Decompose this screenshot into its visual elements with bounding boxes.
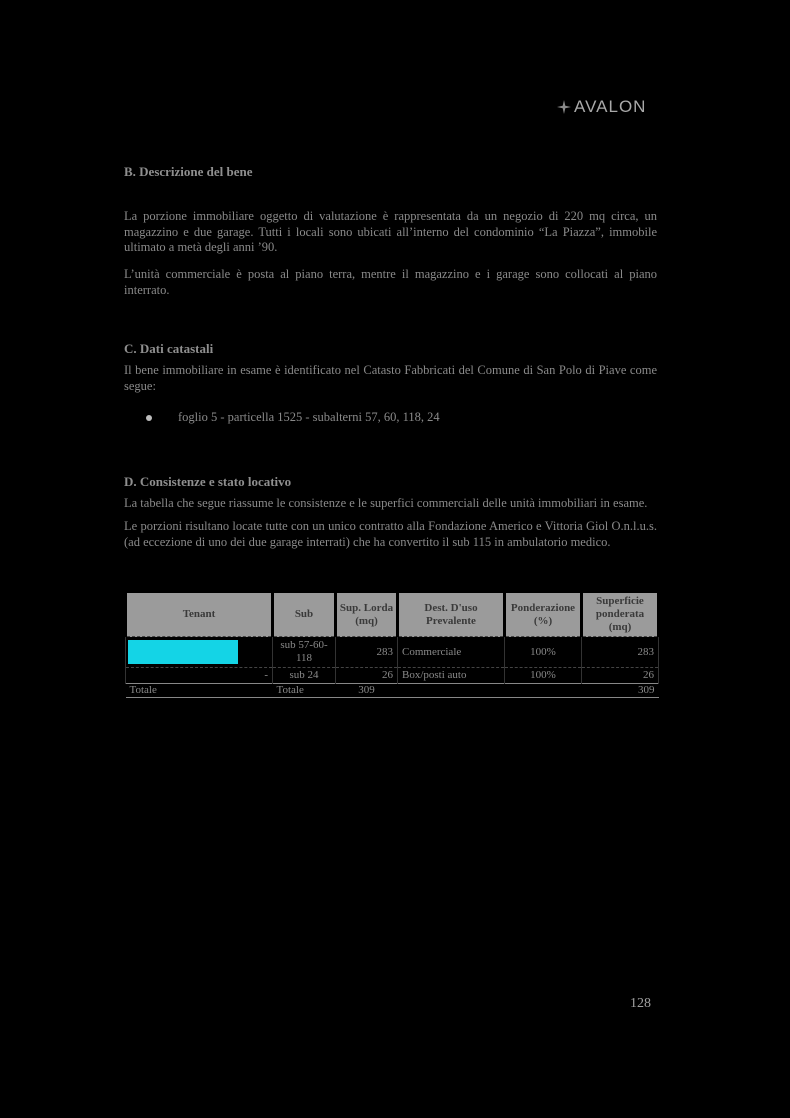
total-sub: Totale bbox=[273, 684, 336, 698]
consistency-table bbox=[124, 593, 660, 698]
sup-lorda-cell: 26 bbox=[336, 668, 398, 684]
sub-cell: sub 24 bbox=[273, 668, 336, 684]
header-sup-ponderata: Superficie ponderata (mq) bbox=[582, 593, 659, 637]
header-sub: Sub bbox=[273, 593, 336, 637]
table-header-row bbox=[126, 593, 659, 637]
section-d-paragraph-1: La tabella che segue riassume le consistenze e le superfici commerciali delle unità immobiliari in esame. bbox=[124, 496, 648, 510]
header-ponderazione: Ponderazione (%) bbox=[505, 593, 582, 637]
section-b-paragraph-2: L’unità commerciale è posta al piano terra, mentre il magazzino e i garage sono collocati al piano interrato. bbox=[124, 267, 657, 297]
ponderazione-cell: 100% bbox=[505, 668, 582, 684]
sup-ponderata-cell: 283 bbox=[582, 637, 659, 668]
header-dest: Dest. D'uso Prevalente bbox=[398, 593, 505, 637]
brand-name: AVALON bbox=[574, 97, 647, 116]
section-d-paragraph-2: Le porzioni risultano locate tutte con un unico contratto alla Fondazione Americo e Vittoria Giol O.n.l.u.s. (ad eccezione di uno dei due garage interrati) che ha convertito il sub 115 in ambulatorio medico. bbox=[124, 519, 657, 549]
page-number: 128 bbox=[630, 996, 651, 1011]
section-b-paragraph-1: La porzione immobiliare oggetto di valutazione è rappresentata da un negozio di 220 mq circa, un magazzino e due garage. Tutti i locali sono ubicati all’interno del condominio “La Piazza”, immobile ultimato a metà degli anni ’90. bbox=[124, 209, 657, 254]
table-total-row bbox=[126, 684, 659, 698]
tenant-cell: - bbox=[126, 668, 273, 684]
total-label: Totale bbox=[126, 684, 273, 698]
ponderazione-cell: 100% bbox=[505, 637, 582, 668]
brand-logo bbox=[556, 96, 666, 118]
table-row bbox=[126, 668, 659, 684]
dest-cell: Commerciale bbox=[398, 637, 505, 668]
sub-cell: sub 57-60-118 bbox=[273, 637, 336, 668]
tenant-cell bbox=[126, 637, 273, 668]
sup-lorda-cell: 283 bbox=[336, 637, 398, 668]
header-sup-lorda: Sup. Lorda (mq) bbox=[336, 593, 398, 637]
total-empty-2 bbox=[505, 684, 582, 698]
header-tenant: Tenant bbox=[126, 593, 273, 637]
section-d-title: D. Consistenze e stato locativo bbox=[124, 474, 292, 489]
total-sup-lorda: 309 bbox=[336, 684, 398, 698]
total-empty-1 bbox=[398, 684, 505, 698]
section-b-title: B. Descrizione del bene bbox=[124, 164, 253, 179]
table-row bbox=[126, 637, 659, 668]
cadastral-bullet-text: foglio 5 - particella 1525 - subalterni 57, 60, 118, 24 bbox=[178, 410, 440, 424]
total-sup-ponderata: 309 bbox=[582, 684, 659, 698]
sup-ponderata-cell: 26 bbox=[582, 668, 659, 684]
redaction-block bbox=[128, 640, 238, 664]
section-c-title: C. Dati catastali bbox=[124, 341, 214, 356]
bullet-dot-icon bbox=[146, 415, 152, 421]
diamond-spark-icon bbox=[556, 99, 572, 115]
section-c-intro: Il bene immobiliare in esame è identificato nel Catasto Fabbricati del Comune di San Polo di Piave come segue: bbox=[124, 363, 657, 393]
dest-cell: Box/posti auto bbox=[398, 668, 505, 684]
cadastral-bullet bbox=[146, 410, 440, 425]
